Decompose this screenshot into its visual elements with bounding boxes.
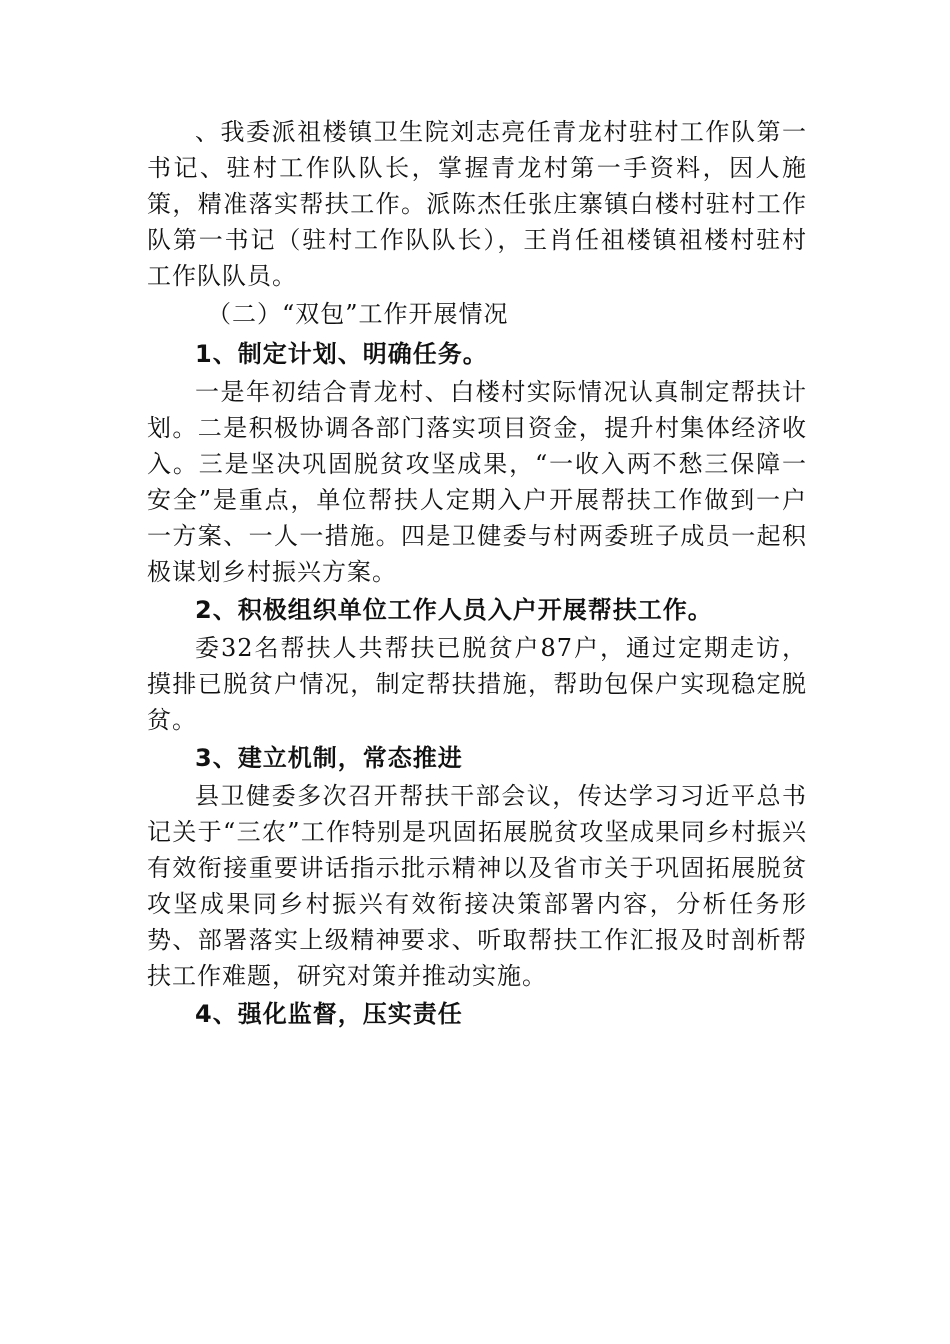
heading-supervision: 4、强化监督，压实责任 <box>195 1000 463 1028</box>
paragraph-plan-tasks: 一是年初结合青龙村、白楼村实际情况认真制定帮扶计划。二是积极协调各部门落实项目资金，提升村集体经济收入。三是坚决巩固脱贫攻坚成果，“一收入两不愁三保障一安全”是重点，单位帮扶人定期入户开展帮扶工作做到一户一方案、一人一措施。四是卫健委与村两委班子成员一起积极谋划乡村振兴方案。 <box>147 378 807 586</box>
heading-mechanism: 3、建立机制，常态推进 <box>195 744 463 772</box>
paragraph-household-visits: 委32名帮扶人共帮扶已脱贫户87户，通过定期走访，摸排已脱贫户情况，制定帮扶措施，帮助包保户实现稳定脱贫。 <box>147 634 807 734</box>
section-title-shuangbao: （二）“双包”工作开展情况 <box>207 300 509 328</box>
heading-household-visits: 2、积极组织单位工作人员入户开展帮扶工作。 <box>195 596 713 624</box>
paragraph-work-team: 、我委派祖楼镇卫生院刘志亮任青龙村驻村工作队第一书记、驻村工作队队长，掌握青龙村第一手资料，因人施策，精准落实帮扶工作。派陈杰任张庄寨镇白楼村驻村工作队第一书记（驻村工作队队长），王肖任祖楼镇祖楼村驻村工作队队员。 <box>147 118 807 290</box>
paragraph-mechanism: 县卫健委多次召开帮扶干部会议，传达学习习近平总书记关于“三农”工作特别是巩固拓展脱贫攻坚成果同乡村振兴有效衔接重要讲话指示批示精神以及省市关于巩固拓展脱贫攻坚成果同乡村振兴有效衔接决策部署内容，分析任务形势、部署落实上级精神要求、听取帮扶工作汇报及时剖析帮扶工作难题，研究对策并推动实施。 <box>147 782 807 990</box>
heading-plan-tasks: 1、制定计划、明确任务。 <box>195 340 488 368</box>
document-page <box>147 114 807 1034</box>
